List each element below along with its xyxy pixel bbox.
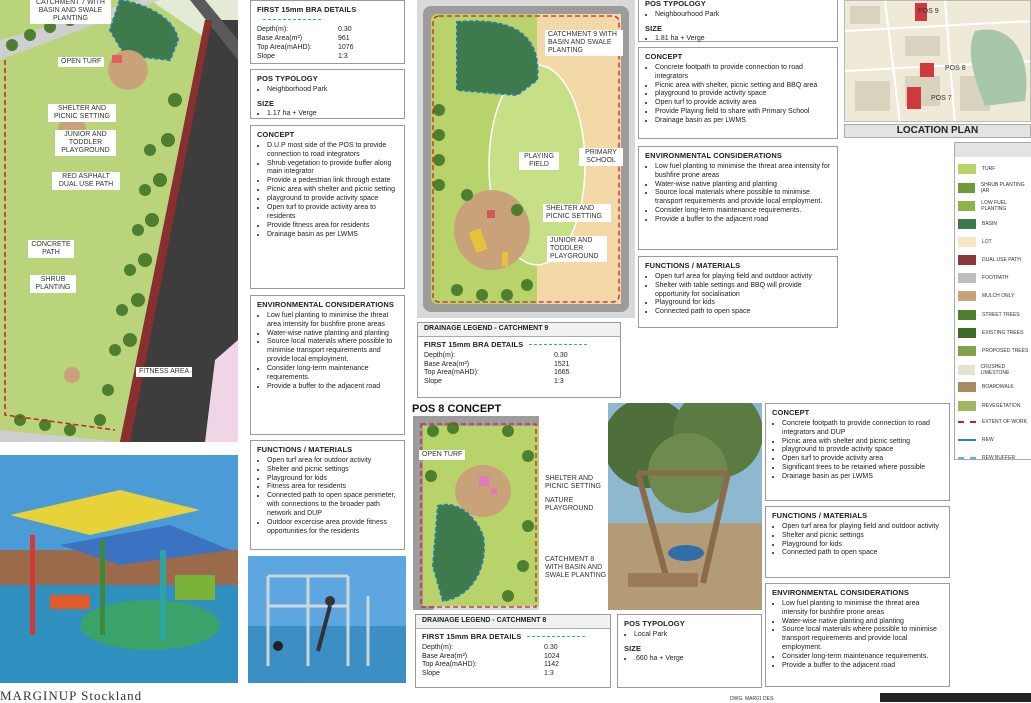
legend-item [958,255,1021,265]
pos9-typology-title: POS TYPOLOGY [645,0,706,8]
plan-label-shelter: SHELTER AND PICNIC SETTING [48,104,116,122]
env-item: • Consider long-term maintenance requirements. [782,653,943,662]
legend-swatch [958,183,975,193]
legend-swatch [958,201,975,211]
env-item: • Source local materials where possible to minimise transport requirements and provide local employment. [655,189,831,207]
pos9-bra-title: FIRST 15mm BRA DETAILS [424,339,524,349]
concept-item: • Concrete footpath to provide connection to road integrators and DUP [782,420,943,438]
func-item: • Shelter and picnic settings [267,466,398,475]
concept-item: • Drainage basin as per LWMS [782,473,943,482]
plan-label-primary-school: PRIMARY SCHOOL [579,148,623,166]
plan-label-catchment-8: CATCHMENT 8 WITH BASIN AND SWALE PLANTING [542,555,612,581]
func-item: • Fitness area for residents [267,483,398,492]
func-item: • Connected path to open space [782,549,943,558]
legend-item [958,401,1020,411]
plan-label-fitness: FITNESS AREA [136,367,192,377]
env-item: • Provide a buffer to the adjacent road [267,383,398,392]
legend-swatch [958,255,976,265]
pos8-concept-title: CONCEPT [772,408,810,417]
pos9-depth: 0.30 [554,351,568,359]
location-label-pos8: POS 8 [945,65,966,72]
legend-swatch [958,421,976,423]
pos9-base: 1521 [554,360,570,368]
concept-item: • Picnic area with shelter and picnic setting [267,186,398,195]
pos8-slope-label: Slope [422,670,440,678]
plan-label-catchment-9: CATCHMENT 9 WITH BASIN AND SWALE PLANTING [545,30,623,56]
legend-label: REW BUFFER [982,455,1016,462]
concept-item: • Open turf to provide activity area [782,455,943,464]
pos8-slope: 1:3 [544,670,554,678]
legend-item [958,291,1014,301]
fitness-photo-graphic [248,556,406,683]
pos-left-size-title: SIZE [257,98,275,108]
concept-item: • Picnic area with shelter and picnic setting [782,438,943,447]
pos9-base-label: Base Area(m²) [424,360,470,368]
legend-item [958,437,994,443]
legend-item [958,328,1023,338]
plan-label-playground: JUNIOR AND TODDLER PLAYGROUND [55,130,116,156]
legend-label: BASIN [982,220,998,227]
legend-label: REW [982,437,994,443]
pos9-func-title: FUNCTIONS / MATERIALS [645,261,741,270]
legend-swatch [958,291,976,301]
legend-item [958,310,1020,320]
legend-label: DUAL USE PATH [982,257,1021,263]
func-item: • Shelter and picnic settings [782,532,943,541]
func-item: • Open turf area for playing field and outdoor activity [782,523,943,532]
location-label-pos7: POS 7 [931,95,952,102]
pos-left-plan-graphic [0,0,238,442]
legend-label: EXISTING TREES [982,329,1024,336]
legend-label: CRUSHED LIMESTONE [980,364,1010,377]
footer-dwg: DWG. MAR01 DES [730,696,774,702]
pos9-env-title: ENVIRONMENTAL CONSIDERATIONS [645,151,782,160]
pos8-concept-box [765,403,950,501]
legend-swatch [958,237,976,247]
env-item: • Consider long-term maintenance requirements. [267,365,398,383]
legend-label: FOOTPATH [982,275,1009,282]
footer-title-strip [880,693,1031,702]
plan-label-shelter-8: SHELTER AND PICNIC SETTING [542,474,610,492]
legend-label: LOT [982,238,992,245]
legend-label: SHRUB PLANTING (AR [980,182,1025,195]
pos8-plan-graphic [413,416,539,610]
legend-label: LOW FUEL PLANTING [981,200,1007,213]
concept-item: • playground to provide activity space [655,90,831,99]
pos8-env-box [765,583,950,687]
pos-left-slope-label: Slope [257,53,275,61]
concept-item: • Concrete footpath to provide connection to road integrators [655,64,831,82]
legend-label: STREET TREES [982,311,1020,318]
pos8-top-label: Top Area(mAHD): [422,661,477,669]
pos-left-typology-type: • Neighborhood Park [267,86,398,95]
legend-swatch [958,365,975,375]
pos8-plan [413,416,539,610]
pos9-top-label: Top Area(mAHD): [424,369,479,377]
pos-left-bra-box [250,0,405,64]
env-item: • Low fuel planting to minimise the threat area intensity for bushfire prone areas [655,163,831,181]
pos9-func-box [638,256,838,328]
pos9-concept-title: CONCEPT [645,52,683,61]
env-item: • Source local materials where possible to minimise transport requirements and provide local employment. [267,338,398,365]
location-plan-title: LOCATION PLAN [844,124,1031,138]
playground-photo [0,455,238,683]
legend-item [958,455,1015,461]
pos9-size: • 1.81 ha + Verge [655,35,831,44]
env-item: • Source local materials where possible to minimise transport requirements and provide local employment. [782,626,943,653]
pos9-plan [417,0,635,318]
concept-item: • Open turf to provide activity area to residents [267,204,398,222]
footer-brand: MARGINUP Stockland [0,688,143,703]
pos8-typology-type: • Local Park [634,631,755,640]
concept-item: • Open turf to provide activity area [655,99,831,108]
func-item: • Connected path to open space [655,308,831,317]
legend-swatch [958,439,976,441]
pos-left-base: 961 [338,35,350,43]
pos8-base-label: Base Area(m²) [422,652,468,660]
pos-left-func-title: FUNCTIONS / MATERIALS [257,445,353,454]
pos9-slope: 1:3 [554,378,564,386]
plan-label-catchment-7: CATCHMENT 7 WITH BASIN AND SWALE PLANTING [30,0,111,24]
concept-item: • Shrub vegetation to provide buffer along main integrator [267,160,398,178]
func-item: • Playground for kids [655,299,831,308]
concept-item: • Provide a pedestrian link through estate [267,177,398,186]
concept-item: • Provide Playing field to share with Primary School [655,108,831,117]
env-item: • Provide a buffer to the adjacent road [782,662,943,671]
legend-item [958,182,1031,194]
pos8-typology-title: POS TYPOLOGY [624,619,685,628]
legend-swatch [958,382,976,392]
legend-label: REVEGETATION [982,402,1021,409]
pos8-bra-title: FIRST 15mm BRA DETAILS [422,631,522,641]
pos9-depth-label: Depth(m): [424,351,456,359]
legend-label: EXTENT OF WORK [982,418,1027,425]
legend-swatch [958,273,976,283]
legend-label: MULCH ONLY [982,293,1015,300]
concept-item: • Drainage basin as per LWMS [267,231,398,240]
pos9-top: 1665 [554,369,570,377]
legend-item [958,200,1031,212]
plan-label-dup: RED ASPHALT DUAL USE PATH [52,172,120,190]
pos8-size: • .660 ha + Verge [634,655,755,664]
pos-left-concept-title: CONCEPT [257,130,295,139]
pos-left-top-label: Top Area(mAHD): [257,44,312,52]
pos8-drainage-box [415,614,611,688]
env-item: • Water-wise native planting and planting [655,181,831,190]
pos-left-typology-box [250,69,405,119]
pos-left-top: 1076 [338,44,354,52]
func-item: • Open turf area for playing field and outdoor activity [655,273,831,282]
pos-left-bra-title: FIRST 15mm BRA DETAILS [257,5,357,14]
pos-left-depth-label: Depth(m): [257,26,289,34]
pos-left-typology-title: POS TYPOLOGY [257,74,318,83]
legend-label: PROPOSED TREES [982,348,1029,354]
legend-header [955,143,1031,157]
func-item: • Outdoor excercise area provide fitness opportunities for the residents [267,519,398,537]
pos9-concept-box [638,47,838,139]
plan-label-open-turf-8: OPEN TURF [419,450,465,460]
pos-left-slope: 1:3 [338,53,348,61]
concept-item: • Provide fitness area for residents [267,222,398,231]
pos-left-size: • 1.17 ha + Verge [267,110,398,119]
legend-swatch [958,346,976,356]
concept-item: • playground to provide activity space [267,195,398,204]
location-label-pos9: POS 9 [918,8,939,15]
func-item: • Connected path to open space perimeter, with connections to the broader path network and DUP [267,492,398,519]
pos9-env-box [638,146,838,250]
nature-playground-photo [608,403,762,610]
pos-left-env-title: ENVIRONMENTAL CONSIDERATIONS [257,300,394,309]
legend-swatch [958,164,976,174]
pos-left-base-label: Base Area(m²) [257,35,303,43]
pos9-typology-type: • Neighbourhood Park [655,11,831,20]
env-item: • Consider long-term maintenance requirements. [655,207,831,216]
legend-swatch [958,328,976,338]
legend-swatch [958,401,976,411]
plan-label-open-turf: OPEN TURF [58,57,104,67]
plan-label-nature-playground: NATURE PLAYGROUND [542,496,604,514]
plan-label-concrete-path: CONCRETE PATH [28,240,74,258]
legend-item [958,273,1008,283]
legend-swatch [958,457,976,459]
legend-item [958,346,1028,356]
legend-label: BOARDWALK [982,384,1014,391]
func-item: • Shelter with table settings and BBQ will provide opportunity for socialisation [655,282,831,300]
env-item: • Water-wise native planting and planting [267,330,398,339]
legend-item [958,237,992,247]
pos-left-env-box [250,295,405,435]
legend-item [958,219,997,229]
func-item: • Open turf area for outdoor activity [267,457,398,466]
pos8-env-title: ENVIRONMENTAL CONSIDERATIONS [772,588,909,597]
legend-item [958,164,995,174]
env-item: • Low fuel planting to minimise the threat area intensity for bushfire prone areas [267,312,398,330]
pos8-title: POS 8 CONCEPT [412,403,502,415]
legend-label: TURF [982,166,996,172]
concept-item: • D.U.P most side of the POS to provide connection to road integrators [267,142,398,160]
pos9-drainage-title: DRAINAGE LEGEND - CATCHMENT 9 [418,323,620,337]
legend-item [958,364,1031,376]
concept-item: • Picnic area with shelter, picnic setting and BBQ area [655,82,831,91]
pos9-slope-label: Slope [424,378,442,386]
pos8-top: 1142 [544,661,560,669]
legend-item [958,419,1027,425]
legend-swatch [958,310,976,320]
pos-left-concept-box [250,125,405,289]
func-item: • Playground for kids [782,541,943,550]
pos8-depth-label: Depth(m): [422,643,454,651]
pos8-size-title: SIZE [624,643,642,653]
pos9-size-title: SIZE [645,23,663,33]
playground-photo-graphic [0,455,238,683]
legend-item [958,382,1014,392]
pos-left-func-box [250,440,405,550]
pos8-drainage-title: DRAINAGE LEGEND - CATCHMENT 8 [416,615,610,629]
fitness-photo [248,556,406,683]
pos8-typology-box [617,614,762,688]
pos-left-plan [0,0,238,442]
pos9-drainage-box [417,322,621,398]
pos9-typology-box [638,0,838,42]
func-item: • Playground for kids [267,475,398,484]
pos8-func-title: FUNCTIONS / MATERIALS [772,511,868,520]
location-map [844,0,1031,122]
pos8-depth: 0.30 [544,643,558,651]
legend-swatch [958,219,976,229]
env-item: • Water-wise native planting and planting [782,618,943,627]
plan-label-playground-9: JUNIOR AND TODDLER PLAYGROUND [547,236,607,262]
concept-item: • Drainage basin as per LWMS [655,117,831,126]
pos8-base: 1024 [544,652,560,660]
concept-item: • playground to provide activity space [782,446,943,455]
plan-label-shrub: SHRUB PLANTING [30,275,76,293]
env-item: • Low fuel planting to minimise the threat area intensity for bushfire prone areas [782,600,943,618]
nature-playground-photo-graphic [608,403,762,610]
pos-left-depth: 0.30 [338,26,352,34]
plan-label-shelter-9: SHELTER AND PICNIC SETTING [543,204,611,222]
pos8-func-box [765,506,950,578]
plan-label-playing-field: PLAYING FIELD [519,152,559,170]
concept-item: • Significant trees to be retained where possible [782,464,943,473]
env-item: • Provide a buffer to the adjacent road [655,216,831,225]
